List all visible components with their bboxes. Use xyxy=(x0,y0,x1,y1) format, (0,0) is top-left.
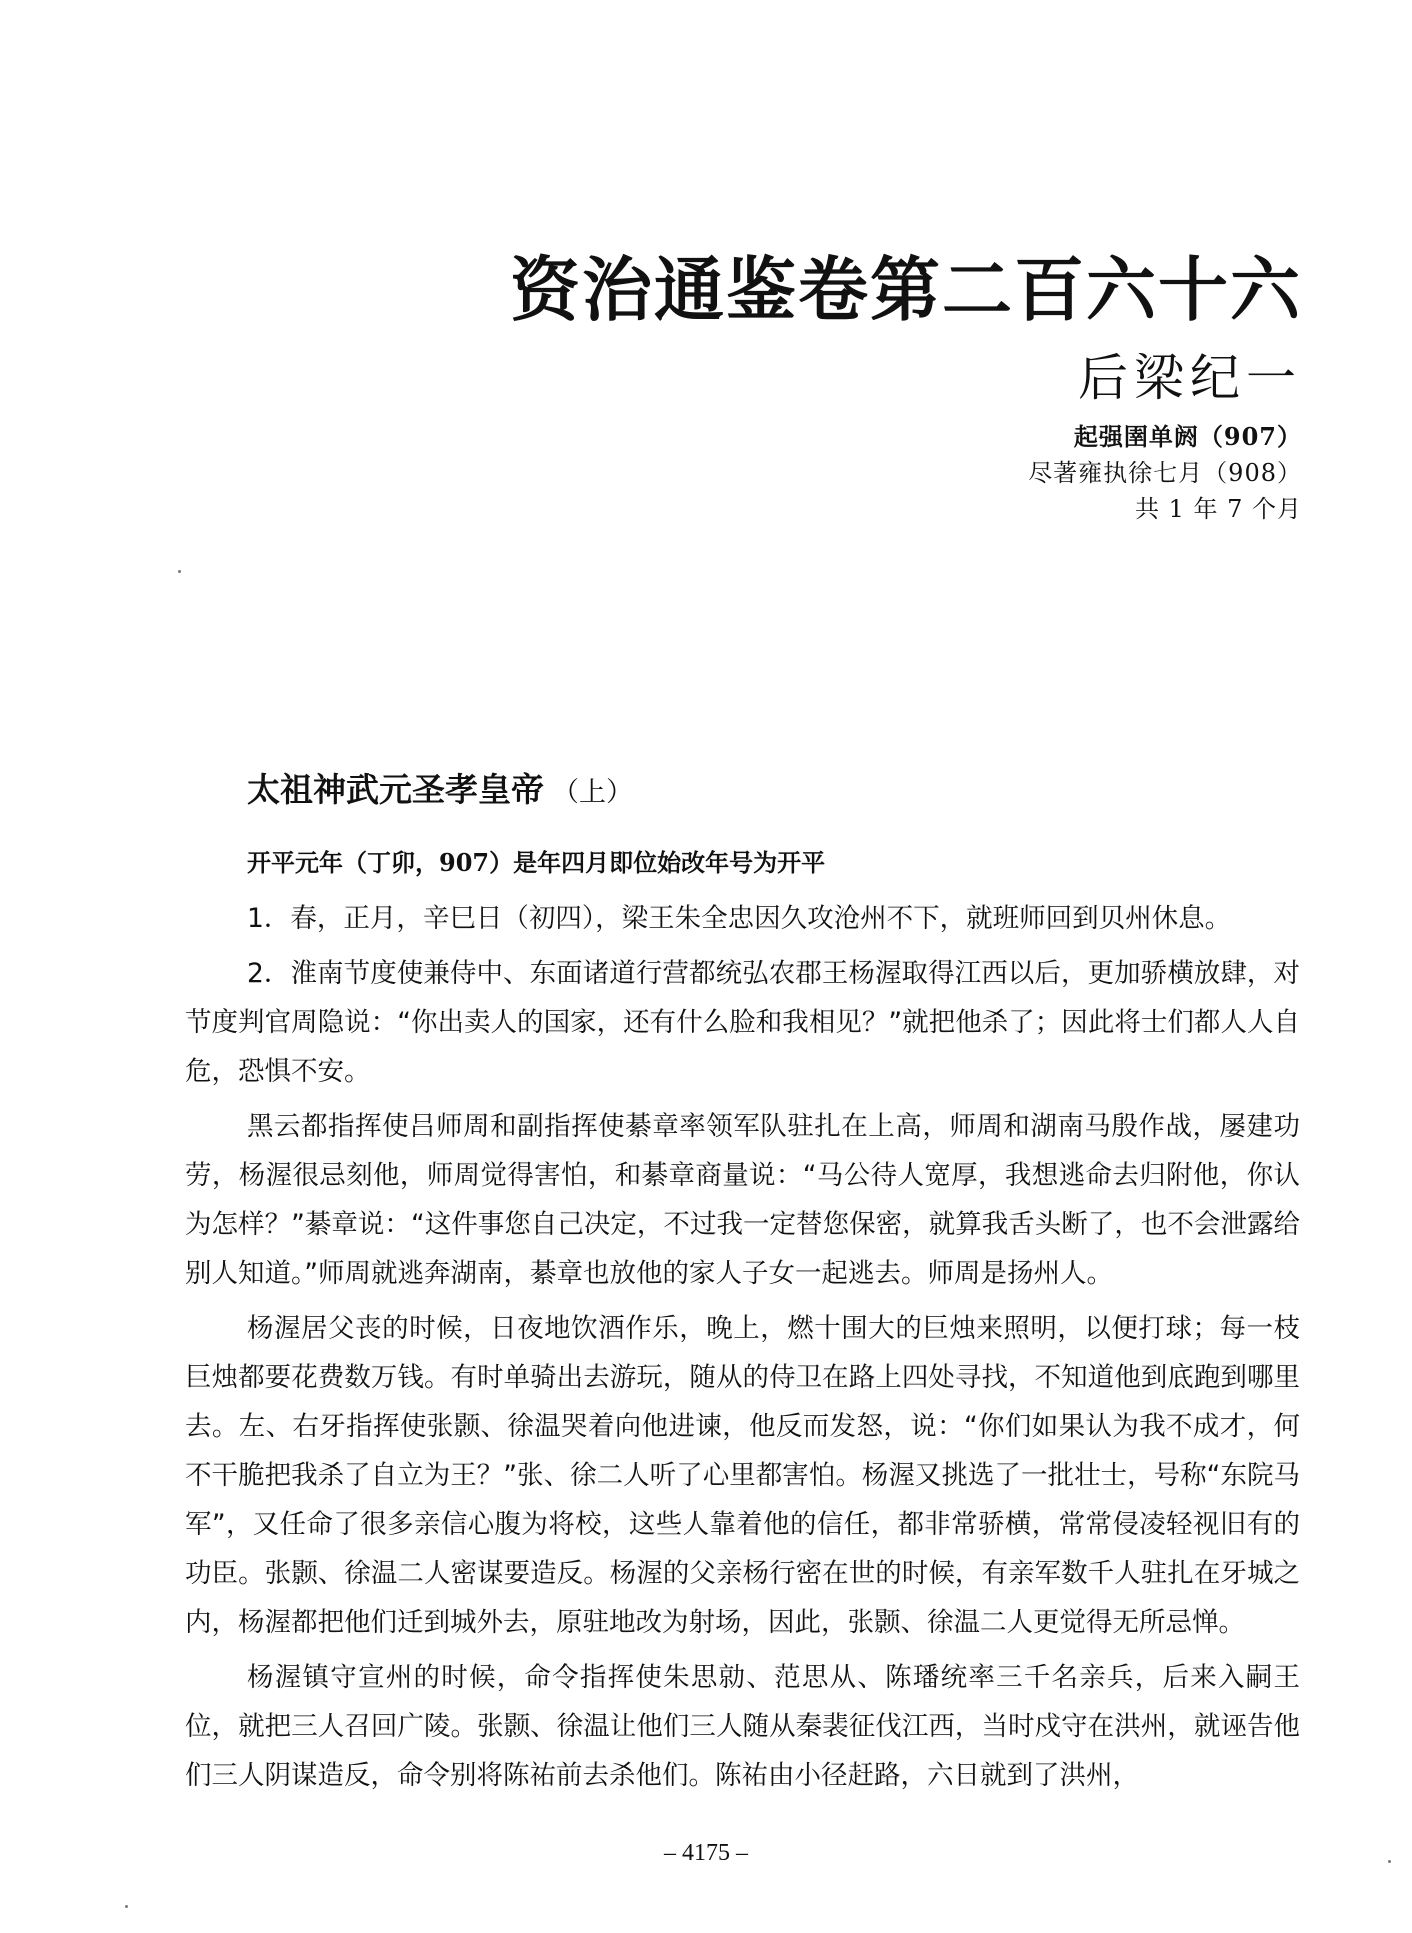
chapter-title: 资治通鉴卷第二百六十六 xyxy=(510,248,1302,331)
section-title-suffix: （上） xyxy=(552,777,633,808)
section-title xyxy=(247,770,1300,810)
scan-speck xyxy=(178,570,181,573)
range-end: 尽著雍执徐七月（908） xyxy=(1028,459,1302,487)
paragraph: 杨渥镇守宣州的时候，命令指挥使朱思勍、范思从、陈璠统率三千名亲兵，后来入嗣王位，就把三人召回广陵。张颢、徐温让他们三人随从秦裴征伐江西，当时戍守在洪州，就诬告他们三人阴谋造反，命令别将陈祐前去杀他们。陈祐由小径赶路，六日就到了洪州， xyxy=(185,1661,1300,1791)
chapter-header xyxy=(402,248,1302,527)
paragraph: 1．春，正月，辛巳日（初四），梁王朱全忠因久攻沧州不下，就班师回到贝州休息。 xyxy=(247,902,1232,934)
main-content xyxy=(185,770,1300,1806)
range-duration: 共 1 年 7 个月 xyxy=(1134,495,1302,523)
paragraph: 杨渥居父丧的时候，日夜地饮酒作乐，晚上，燃十围大的巨烛来照明，以便打球；每一枝巨烛都要花费数万钱。有时单骑出去游玩，随从的侍卫在路上四处寻找，不知道他到底跑到哪里去。左、右牙指挥使张颢、徐温哭着向他进谏，他反而发怒，说：“你们如果认为我不成才，何不干脆把我杀了自立为王？”张、徐二人听了心里都害怕。杨渥又挑选了一批壮士，号称“东院马军”，又任命了很多亲信心腹为将校，这些人靠着他的信任，都非常骄横，常常侵凌轻视旧有的功臣。张颢、徐温二人密谋要造反。杨渥的父亲杨行密在世的时候，有亲军数千人驻扎在牙城之内，杨渥都把他们迁到城外去，原驻地改为射场，因此，张颢、徐温二人更觉得无所忌惮。 xyxy=(185,1312,1300,1638)
section-title-text: 太祖神武元圣孝皇帝 xyxy=(247,770,544,809)
scan-speck xyxy=(1388,1860,1391,1863)
scan-speck xyxy=(125,1905,128,1908)
chapter-subtitle: 后梁纪一 xyxy=(1078,349,1302,407)
year-heading: 开平元年（丁卯，907）是年四月即位始改年号为开平 xyxy=(247,847,826,877)
page-number: – 4175 – xyxy=(664,1840,748,1866)
paragraph: 黑云都指挥使吕师周和副指挥使綦章率领军队驻扎在上高，师周和湖南马殷作战，屡建功劳，杨渥很忌刻他，师周觉得害怕，和綦章商量说：“马公待人宽厚，我想逃命去归附他，你认为怎样？”綦章说：“这件事您自己决定，不过我一定替您保密，就算我舌头断了，也不会泄露给别人知道。”师周就逃奔湖南，綦章也放他的家人子女一起逃去。师周是扬州人。 xyxy=(185,1110,1300,1289)
range-start: 起强圉单阏（907） xyxy=(1073,422,1302,451)
paragraph: 2．淮南节度使兼侍中、东面诸道行营都统弘农郡王杨渥取得江西以后，更加骄横放肆，对节度判官周隐说：“你出卖人的国家，还有什么脸和我相见？”就把他杀了；因此将士们都人人自危，恐惧不安。 xyxy=(185,957,1300,1087)
